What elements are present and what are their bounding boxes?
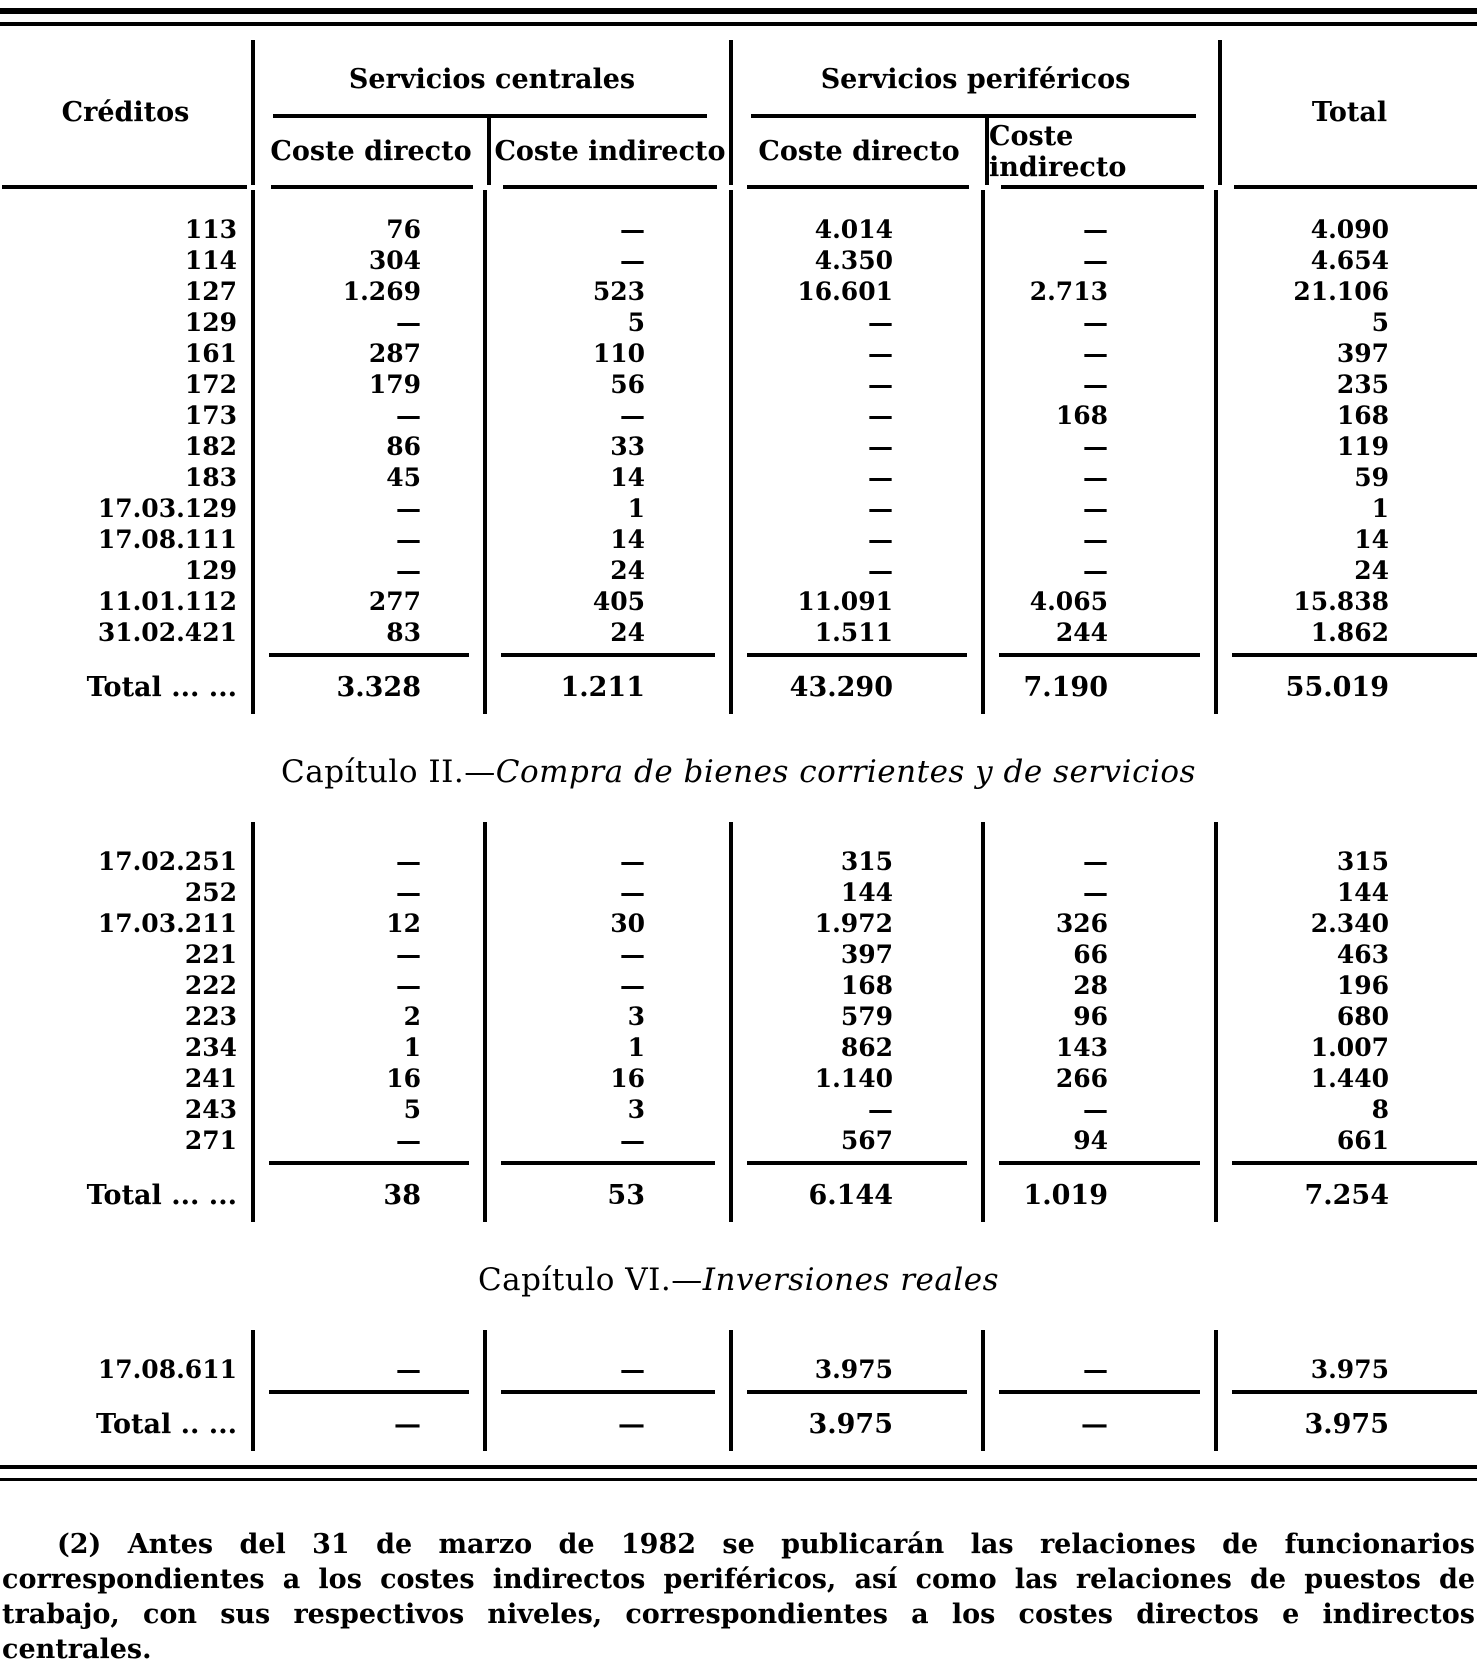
total-separator-cell — [985, 648, 1218, 662]
value-cell: 24 — [487, 555, 733, 586]
value-cell: — — [255, 822, 487, 877]
value-cell: 1.140 — [733, 1063, 985, 1094]
value-cell: 5 — [255, 1094, 487, 1125]
value-cell: 1.007 — [1310, 1033, 1389, 1062]
credit-code-cell: 271 — [0, 1125, 255, 1156]
total-value-cell: — — [255, 1399, 487, 1451]
value-cell: 287 — [255, 338, 487, 369]
chapter-title: Compra de bienes corrientes y de servicios — [495, 754, 1196, 790]
value-cell: — — [255, 939, 487, 970]
total-rule — [501, 653, 715, 657]
value-cell: 33 — [487, 431, 733, 462]
total-separator-cell — [1218, 648, 1477, 662]
value-cell: 168 — [733, 970, 985, 1001]
value-cell: 326 — [985, 908, 1218, 939]
credit-code-cell: 182 — [0, 431, 255, 462]
value-cell: 8 — [1371, 1095, 1389, 1124]
value-cell: 14 — [487, 524, 733, 555]
rule-line — [0, 22, 1477, 26]
value-cell: 76 — [255, 190, 487, 245]
value-cell: 21.106 — [1293, 277, 1389, 306]
credit-code-cell: 17.02.251 — [0, 822, 255, 877]
header-group-central — [255, 40, 733, 118]
credit-code-cell: 17.03.211 — [0, 908, 255, 939]
value-cell: 110 — [487, 338, 733, 369]
value-cell: 2 — [255, 1001, 487, 1032]
total-separator-cell — [733, 1385, 985, 1399]
total-separator-cell — [985, 1156, 1218, 1170]
value-cell: 680 — [1336, 1002, 1389, 1031]
value-cell: — — [985, 822, 1218, 877]
value-cell: — — [985, 369, 1218, 400]
value-cell: — — [255, 524, 487, 555]
value-cell: 523 — [487, 276, 733, 307]
value-cell: 16 — [255, 1063, 487, 1094]
credit-code-cell: 241 — [0, 1063, 255, 1094]
credit-code-cell: 222 — [0, 970, 255, 1001]
total-rule — [999, 1390, 1200, 1394]
header-credits: Créditos — [0, 40, 255, 185]
value-cell: — — [985, 462, 1218, 493]
total-value-cell: 43.290 — [733, 662, 985, 714]
value-cell: 144 — [1336, 878, 1389, 907]
total-separator-cell — [0, 648, 255, 662]
value-cell: — — [985, 190, 1218, 245]
value-cell: 463 — [1336, 940, 1389, 969]
credit-code-cell: 129 — [0, 307, 255, 338]
chapter-label: Capítulo VI.— — [477, 1262, 703, 1298]
value-cell: 86 — [255, 431, 487, 462]
value-cell: 862 — [733, 1032, 985, 1063]
value-cell: 397 — [1336, 339, 1389, 368]
value-cell: 11.091 — [733, 586, 985, 617]
total-rule — [747, 1161, 967, 1165]
total-separator-cell — [733, 648, 985, 662]
value-cell: 3 — [487, 1094, 733, 1125]
value-cell: 315 — [733, 822, 985, 877]
value-cell: 1 — [255, 1032, 487, 1063]
credit-code-cell: 243 — [0, 1094, 255, 1125]
value-cell: — — [487, 245, 733, 276]
total-value-cell: 7.190 — [985, 662, 1218, 714]
value-cell: 30 — [487, 908, 733, 939]
total-value-cell: 1.211 — [487, 662, 733, 714]
value-cell: — — [985, 493, 1218, 524]
header-coste-indirecto-central: Coste indirecto — [487, 118, 733, 185]
total-separator-cell — [487, 1156, 733, 1170]
value-cell: 4.654 — [1310, 246, 1389, 275]
value-cell: 1.511 — [733, 617, 985, 648]
credit-code-cell: 183 — [0, 462, 255, 493]
value-cell: — — [255, 493, 487, 524]
total-rule — [501, 1161, 715, 1165]
value-cell: — — [985, 524, 1218, 555]
value-cell: — — [985, 307, 1218, 338]
group-underline — [751, 114, 1196, 118]
value-cell: 14 — [487, 462, 733, 493]
credit-code-cell: 127 — [0, 276, 255, 307]
value-cell: — — [487, 1125, 733, 1156]
value-cell: 5 — [487, 307, 733, 338]
total-separator-cell — [487, 1385, 733, 1399]
credit-code-cell: 223 — [0, 1001, 255, 1032]
value-cell: — — [985, 1330, 1218, 1385]
value-cell: 579 — [733, 1001, 985, 1032]
value-cell: — — [733, 1094, 985, 1125]
table-capitulo-vi — [0, 1330, 1477, 1451]
top-double-rule — [0, 0, 1477, 26]
value-cell: — — [487, 822, 733, 877]
header-total: Total — [1218, 40, 1477, 185]
total-value-cell: — — [487, 1399, 733, 1451]
value-cell: 1.972 — [733, 908, 985, 939]
credit-code-cell: 114 — [0, 245, 255, 276]
header-group-central-label: Servicios centrales — [348, 63, 636, 95]
total-separator-cell — [0, 1385, 255, 1399]
value-cell: — — [733, 307, 985, 338]
credit-code-cell: 161 — [0, 338, 255, 369]
total-separator-cell — [1218, 1385, 1477, 1399]
total-rule — [269, 1390, 469, 1394]
total-value-cell: 1.019 — [985, 1170, 1218, 1222]
value-cell: — — [487, 877, 733, 908]
table-capitulo-i — [0, 190, 1477, 714]
total-label-cell: Total ... ... — [0, 1170, 255, 1222]
value-cell: 1.440 — [1310, 1064, 1389, 1093]
value-cell: — — [985, 1094, 1218, 1125]
footnote: (2) Antes del 31 de marzo de 1982 se publicarán las relaciones de funcionarios correspondientes a los costes indirectos periféricos, así como las relaciones de puestos de trabajo, con sus respectivos niveles, correspondientes a los costes directos e indirectos centrales. — [2, 1529, 1475, 1665]
value-cell: — — [733, 338, 985, 369]
total-rule — [501, 1390, 715, 1394]
table-header — [0, 40, 1477, 185]
value-cell: 1 — [1371, 494, 1389, 523]
value-cell: 12 — [255, 908, 487, 939]
total-rule — [747, 653, 967, 657]
table-capitulo-ii — [0, 822, 1477, 1222]
chapter-heading-ii — [0, 754, 1477, 790]
value-cell: 16 — [487, 1063, 733, 1094]
value-cell: 661 — [1336, 1126, 1389, 1155]
value-cell: 2.713 — [985, 276, 1218, 307]
credit-code-cell: 172 — [0, 369, 255, 400]
value-cell: — — [733, 462, 985, 493]
group-underline — [273, 114, 707, 118]
value-cell: 45 — [255, 462, 487, 493]
value-cell: — — [733, 524, 985, 555]
chapter-heading-vi — [0, 1262, 1477, 1298]
credit-code-cell: 173 — [0, 400, 255, 431]
value-cell: 143 — [985, 1032, 1218, 1063]
value-cell: 179 — [255, 369, 487, 400]
value-cell: 96 — [985, 1001, 1218, 1032]
credit-code-cell: 129 — [0, 555, 255, 586]
header-coste-directo-central: Coste directo — [270, 136, 472, 167]
header-coste-directo-peripheral: Coste directo — [758, 136, 960, 167]
total-rule — [999, 653, 1200, 657]
value-cell: — — [733, 369, 985, 400]
value-cell: 196 — [1336, 971, 1389, 1000]
value-cell: 66 — [985, 939, 1218, 970]
value-cell: 59 — [1354, 463, 1389, 492]
credit-code-cell: 11.01.112 — [0, 586, 255, 617]
total-separator-cell — [255, 648, 487, 662]
bottom-double-rule — [0, 1465, 1477, 1481]
value-cell: 2.340 — [1310, 909, 1389, 938]
credit-code-cell: 221 — [0, 939, 255, 970]
total-separator-cell — [733, 1156, 985, 1170]
total-rule — [747, 1390, 967, 1394]
value-cell: 4.065 — [985, 586, 1218, 617]
value-cell: 405 — [487, 586, 733, 617]
value-cell: 16.601 — [733, 276, 985, 307]
value-cell: — — [255, 970, 487, 1001]
value-cell: 266 — [985, 1063, 1218, 1094]
value-cell: 15.838 — [1293, 587, 1389, 616]
value-cell: — — [255, 877, 487, 908]
value-cell: 1 — [487, 1032, 733, 1063]
total-value-cell: 55.019 — [1285, 672, 1389, 703]
value-cell: — — [487, 190, 733, 245]
value-cell: 168 — [985, 400, 1218, 431]
credit-code-cell: 31.02.421 — [0, 617, 255, 648]
value-cell: 94 — [985, 1125, 1218, 1156]
credit-code-cell: 17.03.129 — [0, 493, 255, 524]
value-cell: 14 — [1354, 525, 1389, 554]
value-cell: 119 — [1336, 432, 1389, 461]
total-separator-cell — [985, 1385, 1218, 1399]
value-cell: 235 — [1336, 370, 1389, 399]
total-separator-cell — [255, 1385, 487, 1399]
value-cell: — — [985, 555, 1218, 586]
value-cell: 277 — [255, 586, 487, 617]
total-value-cell: 53 — [487, 1170, 733, 1222]
total-value-cell: 7.254 — [1304, 1180, 1389, 1211]
header-coste-indirecto-peripheral: Coste indirecto — [985, 118, 1218, 185]
value-cell: 24 — [487, 617, 733, 648]
value-cell: 1 — [487, 493, 733, 524]
total-value-cell: 3.975 — [1304, 1409, 1389, 1440]
value-cell: — — [985, 431, 1218, 462]
header-group-peripheral — [733, 40, 1218, 118]
credit-code-cell: 17.08.111 — [0, 524, 255, 555]
value-cell: 4.014 — [733, 190, 985, 245]
value-cell: — — [733, 555, 985, 586]
total-separator-cell — [487, 648, 733, 662]
credit-code-cell: 113 — [0, 190, 255, 245]
value-cell: — — [733, 400, 985, 431]
chapter-label: Capítulo II.— — [281, 754, 496, 790]
value-cell: 1.862 — [1310, 618, 1389, 647]
value-cell: — — [733, 431, 985, 462]
total-rule — [1232, 653, 1477, 657]
value-cell: 3.975 — [733, 1330, 985, 1385]
value-cell: 397 — [733, 939, 985, 970]
value-cell: — — [255, 400, 487, 431]
total-separator-cell — [1218, 1156, 1477, 1170]
total-rule — [269, 653, 469, 657]
total-value-cell: 3.975 — [733, 1399, 985, 1451]
credit-code-cell: 252 — [0, 877, 255, 908]
value-cell: — — [255, 1330, 487, 1385]
value-cell: 3 — [487, 1001, 733, 1032]
value-cell: 4.090 — [1310, 215, 1389, 244]
value-cell: — — [985, 245, 1218, 276]
total-separator-cell — [0, 1156, 255, 1170]
value-cell: — — [255, 555, 487, 586]
total-rule — [1232, 1161, 1477, 1165]
value-cell: 83 — [255, 617, 487, 648]
value-cell: — — [487, 939, 733, 970]
total-separator-cell — [255, 1156, 487, 1170]
rule-line — [0, 1478, 1477, 1481]
value-cell: 567 — [733, 1125, 985, 1156]
value-cell: 144 — [733, 877, 985, 908]
value-cell: — — [255, 307, 487, 338]
value-cell: — — [985, 877, 1218, 908]
rule-line — [0, 8, 1477, 14]
total-rule — [1232, 1390, 1477, 1394]
value-cell: — — [985, 338, 1218, 369]
value-cell: 5 — [1371, 308, 1389, 337]
value-cell: 1.269 — [255, 276, 487, 307]
value-cell: 3.975 — [1310, 1355, 1389, 1384]
value-cell: — — [487, 400, 733, 431]
value-cell: 24 — [1354, 556, 1389, 585]
credit-code-cell: 17.08.611 — [0, 1330, 255, 1385]
total-value-cell: 3.328 — [255, 662, 487, 714]
value-cell: 244 — [985, 617, 1218, 648]
value-cell: — — [255, 1125, 487, 1156]
value-cell: 315 — [1336, 847, 1389, 876]
value-cell: — — [487, 1330, 733, 1385]
total-rule — [999, 1161, 1200, 1165]
value-cell: 28 — [985, 970, 1218, 1001]
total-value-cell: 6.144 — [733, 1170, 985, 1222]
chapter-title: Inversiones reales — [702, 1262, 1000, 1298]
total-value-cell: — — [985, 1399, 1218, 1451]
total-rule — [269, 1161, 469, 1165]
value-cell: — — [733, 493, 985, 524]
value-cell: — — [487, 970, 733, 1001]
value-cell: 304 — [255, 245, 487, 276]
total-label-cell: Total .. ... — [0, 1399, 255, 1451]
header-group-peripheral-label: Servicios periféricos — [820, 63, 1131, 95]
rule-line — [0, 1465, 1477, 1469]
total-label-cell: Total ... ... — [0, 662, 255, 714]
value-cell: 168 — [1336, 401, 1389, 430]
value-cell: 56 — [487, 369, 733, 400]
total-value-cell: 38 — [255, 1170, 487, 1222]
value-cell: 4.350 — [733, 245, 985, 276]
credit-code-cell: 234 — [0, 1032, 255, 1063]
